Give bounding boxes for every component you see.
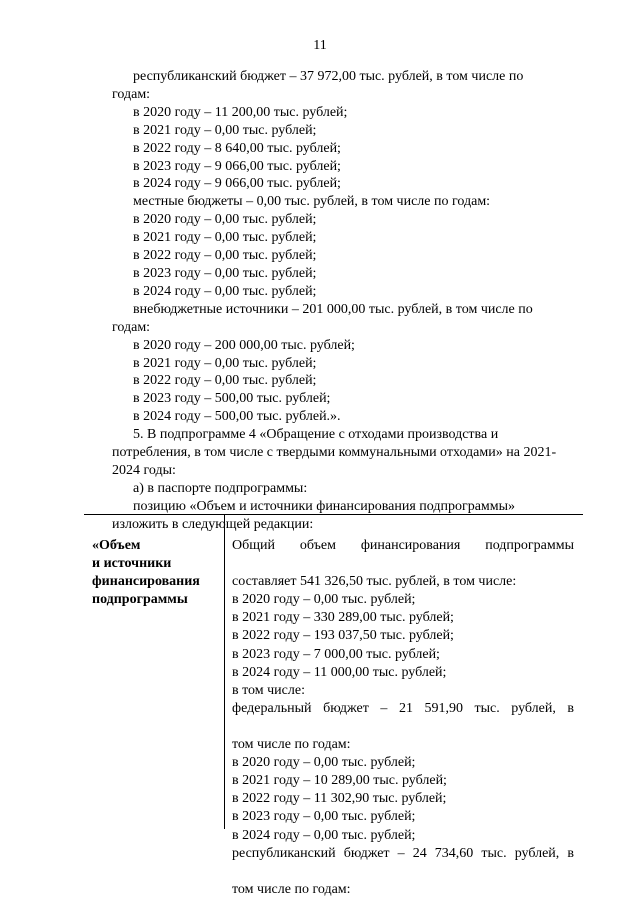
position-line-1: позицию «Объем и источники финансирования подпрограммы» (133, 498, 516, 514)
total-year-2020: в 2020 году – 0,00 тыс. рублей; (232, 592, 416, 608)
table-label-line-1: «Объем (92, 538, 141, 553)
position-line-2: изложить в следующей редакции: (112, 516, 314, 532)
total-year-2023: в 2023 году – 7 000,00 тыс. рублей; (232, 646, 440, 662)
table-left-cell (92, 537, 217, 609)
federal-year-2020: в 2020 году – 0,00 тыс. рублей; (232, 755, 416, 771)
point-a-line: а) в паспорте подпрограммы: (133, 480, 308, 496)
republican-year-2023: в 2023 году – 9 066,00 тыс. рублей; (133, 158, 341, 174)
extrabudgetary-year-2023: в 2023 году – 500,00 тыс. рублей; (133, 391, 331, 407)
table-top-border (84, 514, 583, 515)
republican-year-2024: в 2024 году – 9 066,00 тыс. рублей; (133, 176, 341, 192)
extrabudgetary-line-2: годам: (112, 319, 151, 335)
federal-year-2022: в 2022 году – 11 302,90 тыс. рублей; (232, 791, 447, 807)
total-intro-line-1: Общий объем финансирования подпрограммы (232, 538, 574, 553)
local-year-2020: в 2020 году – 0,00 тыс. рублей; (133, 212, 317, 228)
republican-year-2022: в 2022 году – 8 640,00 тыс. рублей; (133, 140, 341, 156)
federal-year-2024: в 2024 году – 0,00 тыс. рублей; (232, 827, 416, 843)
table-column-divider (224, 514, 225, 829)
total-year-2022: в 2022 году – 193 037,50 тыс. рублей; (232, 628, 454, 644)
point-5-line-1: 5. В подпрограмме 4 «Обращение с отходами производства и (133, 427, 499, 443)
local-year-2024: в 2024 году – 0,00 тыс. рублей; (133, 283, 317, 299)
page-number: 11 (313, 38, 327, 53)
table-republican-line-2: том числе по годам: (232, 881, 351, 897)
republican-budget-paragraph (112, 68, 582, 104)
total-year-2024: в 2024 году – 11 000,00 тыс. рублей; (232, 664, 447, 680)
local-budget-line: местные бюджеты – 0,00 тыс. рублей, в том числе по годам: (133, 194, 491, 210)
local-year-2023: в 2023 году – 0,00 тыс. рублей; (133, 265, 317, 281)
republican-budget-line-2: годам: (112, 86, 151, 102)
table-label-line-4: подпрограммы (92, 592, 188, 608)
federal-line-2: том числе по годам: (232, 737, 351, 753)
extrabudgetary-year-2021: в 2021 году – 0,00 тыс. рублей; (133, 355, 317, 371)
extrabudgetary-line-1: внебюджетные источники – 201 000,00 тыс. рублей, в том числе по (133, 301, 533, 317)
table-label-line-2: и источники (92, 556, 172, 572)
including-line: в том числе: (232, 682, 305, 698)
total-intro-line-2: составляет 541 326,50 тыс. рублей, в том числе: (232, 574, 517, 590)
point-5-line-2: потребления, в том числе с твердыми коммунальными отходами» на 2021- (112, 445, 557, 461)
federal-year-2023: в 2023 году – 0,00 тыс. рублей; (232, 809, 416, 825)
extrabudgetary-year-2020: в 2020 году – 200 000,00 тыс. рублей; (133, 337, 355, 353)
point-5-line-3: 2024 годы: (112, 462, 176, 478)
table-right-cell (232, 537, 574, 899)
extrabudgetary-year-2024: в 2024 году – 500,00 тыс. рублей.». (133, 409, 341, 425)
point-5-paragraph (112, 426, 582, 480)
republican-year-2020: в 2020 году – 11 200,00 тыс. рублей; (133, 104, 348, 120)
table-republican-line-1: республиканский бюджет – 24 734,60 тыс. рублей, в (232, 845, 574, 861)
extrabudgetary-paragraph (112, 301, 582, 337)
position-paragraph (112, 498, 582, 534)
federal-line-1: федеральный бюджет – 21 591,90 тыс. рублей, в (232, 700, 574, 716)
extrabudgetary-year-2022: в 2022 году – 0,00 тыс. рублей; (133, 373, 317, 389)
republican-year-2021: в 2021 году – 0,00 тыс. рублей; (133, 122, 317, 138)
local-year-2021: в 2021 году – 0,00 тыс. рублей; (133, 230, 317, 246)
table-label-line-3: финансирования (92, 574, 200, 590)
total-year-2021: в 2021 году – 330 289,00 тыс. рублей; (232, 610, 454, 626)
local-year-2022: в 2022 году – 0,00 тыс. рублей; (133, 248, 317, 264)
republican-budget-line-1: республиканский бюджет – 37 972,00 тыс. рублей, в том числе по (133, 69, 524, 84)
federal-year-2021: в 2021 году – 10 289,00 тыс. рублей; (232, 773, 447, 789)
document-body (112, 68, 582, 534)
